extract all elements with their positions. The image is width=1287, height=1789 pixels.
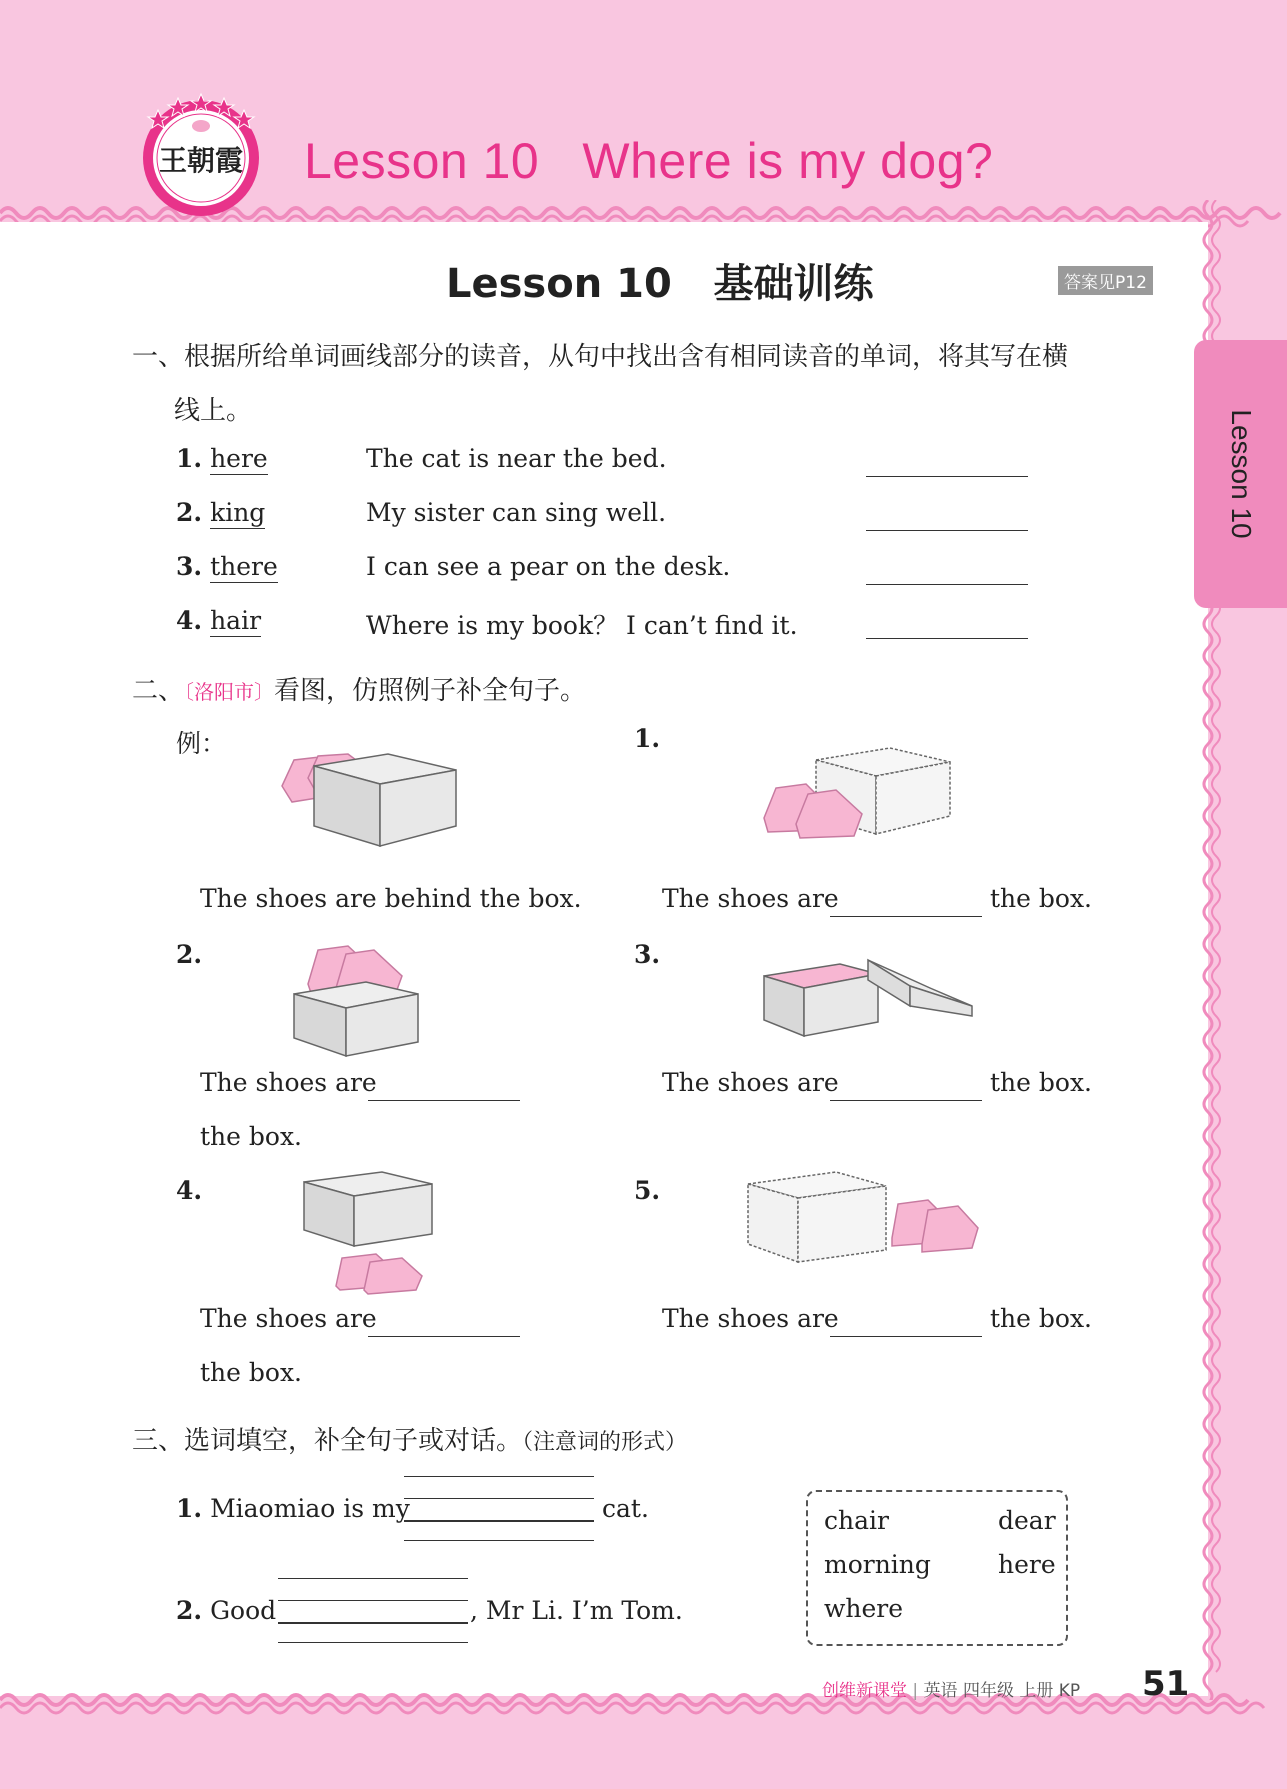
bottom-wave-border [0,1690,1287,1724]
s1-item3 [176,552,278,581]
side-tab-label: Lesson 10 [1225,409,1257,539]
s1-item4-answer-blank[interactable] [866,638,1028,639]
s2-item3-num: 3. [634,940,661,969]
side-lesson-tab [1194,340,1287,608]
item3-picture-shoes-in-box [760,956,980,1040]
word-bank-box [806,1490,1068,1646]
s1-item2-sentence: My sister can sing well. [366,498,667,527]
s3-item1-before: Miaomiao is my [210,1494,410,1523]
word-bank-word: where [824,1594,904,1623]
s2-item5-before: The shoes are [662,1304,839,1333]
s1-item1-word: here [210,444,268,473]
page-header-title: Lesson 10 Where is my dog? [304,133,994,189]
s2-item4-before: The shoes are [200,1304,377,1333]
example-sentence: The shoes are behind the box. [200,884,582,913]
item4-picture-shoes-under-box [302,1170,442,1296]
section1-heading-line1: 一、根据所给单词画线部分的读音，从句中找出含有相同读音的单词，将其写在横 [132,342,1069,372]
s2-item4-answer-blank[interactable] [368,1336,520,1337]
s3-item2 [176,1596,276,1625]
example-picture-shoes-behind-box [278,734,458,849]
s1-item3-num: 3. [176,552,203,581]
footer-book-info: 创维新课堂 | 英语 四年级 上册 KP [822,1681,1081,1701]
s3-item2-answer-blank[interactable] [278,1622,468,1624]
s1-item3-sentence: I can see a pear on the desk. [366,552,731,581]
word-bank-word: here [998,1550,1056,1579]
page-number: 51 [1142,1664,1190,1704]
s1-item3-word: there [210,552,278,581]
item1-picture-shoes-near-box [760,746,960,846]
s2-item1-answer-blank[interactable] [830,916,982,917]
word-bank-word: chair [824,1506,889,1535]
section3-heading-text: 三、选词填空，补全句子或对话。 [132,1426,523,1456]
s1-item2-num: 2. [176,498,203,527]
s2-item2-num: 2. [176,940,203,969]
answer-reference-badge: 答案见P12 [1058,266,1153,295]
s2-item4-num: 4. [176,1176,203,1205]
s2-item5-num: 5. [634,1176,661,1205]
section2-prefix: 二、 [132,676,185,706]
section2-heading [132,670,586,707]
s1-item2-word: king [210,498,266,527]
s3-item2-guide-upper [278,1600,468,1601]
s1-item4-word: hair [210,606,262,635]
item5-picture-shoes-beside-box [746,1168,986,1278]
section1-heading-line2: 线上。 [174,396,253,426]
s1-item3-answer-blank[interactable] [866,584,1028,585]
s2-item2-before: The shoes are [200,1068,377,1097]
s2-item5-answer-blank[interactable] [830,1336,982,1337]
s3-item1-guide-upper [404,1498,594,1499]
s3-item1-answer-blank[interactable] [404,1520,594,1522]
s2-item5-after: the box. [990,1304,1092,1333]
s3-item2-after: , Mr Li. I’m Tom. [470,1596,683,1625]
s1-item4 [176,606,261,635]
s3-item1-guide-bottom [404,1540,594,1541]
s1-item1-num: 1. [176,444,203,473]
s2-item2-after: the box. [200,1122,302,1151]
word-bank-word: morning [824,1550,931,1579]
s2-item3-after: the box. [990,1068,1092,1097]
footer-details: 英语 四年级 上册 KP [923,1681,1081,1701]
item2-picture-shoes-on-box [290,930,430,1058]
s1-item2-answer-blank[interactable] [866,530,1028,531]
section2-heading-text: 看图，仿照例子补全句子。 [274,676,587,706]
s1-item1 [176,444,268,473]
s3-item1-num: 1. [176,1494,203,1523]
section2-region-tag: 〔洛阳市〕 [184,680,275,704]
s1-item1-answer-blank[interactable] [866,476,1028,477]
exercise-title: Lesson 10 基础训练 [446,261,874,307]
s3-item1 [176,1494,410,1523]
brand-logo [136,88,266,218]
s2-item1-before: The shoes are [662,884,839,913]
s3-item2-num: 2. [176,1596,203,1625]
logo-text: 王朝霞 [158,144,244,177]
footer-brand: 创维新课堂 [822,1681,907,1701]
s2-item3-before: The shoes are [662,1068,839,1097]
s2-item1-after: the box. [990,884,1092,913]
s3-item1-after: cat. [602,1494,649,1523]
s2-item2-answer-blank[interactable] [368,1100,520,1101]
section3-heading [132,1420,687,1457]
section3-note: （注意词的形式） [522,1430,688,1455]
s1-item1-sentence: The cat is near the bed. [366,444,667,473]
s2-item1-num: 1. [634,724,661,753]
s2-item4-after: the box. [200,1358,302,1387]
s1-item4-num: 4. [176,606,203,635]
example-label: 例： [176,729,227,758]
s1-item4-sentence: Where is my book？ I can’t find it. [366,611,798,640]
word-bank-word: dear [998,1506,1056,1535]
s1-item2 [176,498,265,527]
s2-item3-answer-blank[interactable] [830,1100,982,1101]
s3-item2-before: Good [210,1596,277,1625]
s3-item2-guide-top [278,1578,468,1579]
s3-item1-guide-top [404,1476,594,1477]
s3-item2-guide-bottom [278,1642,468,1643]
